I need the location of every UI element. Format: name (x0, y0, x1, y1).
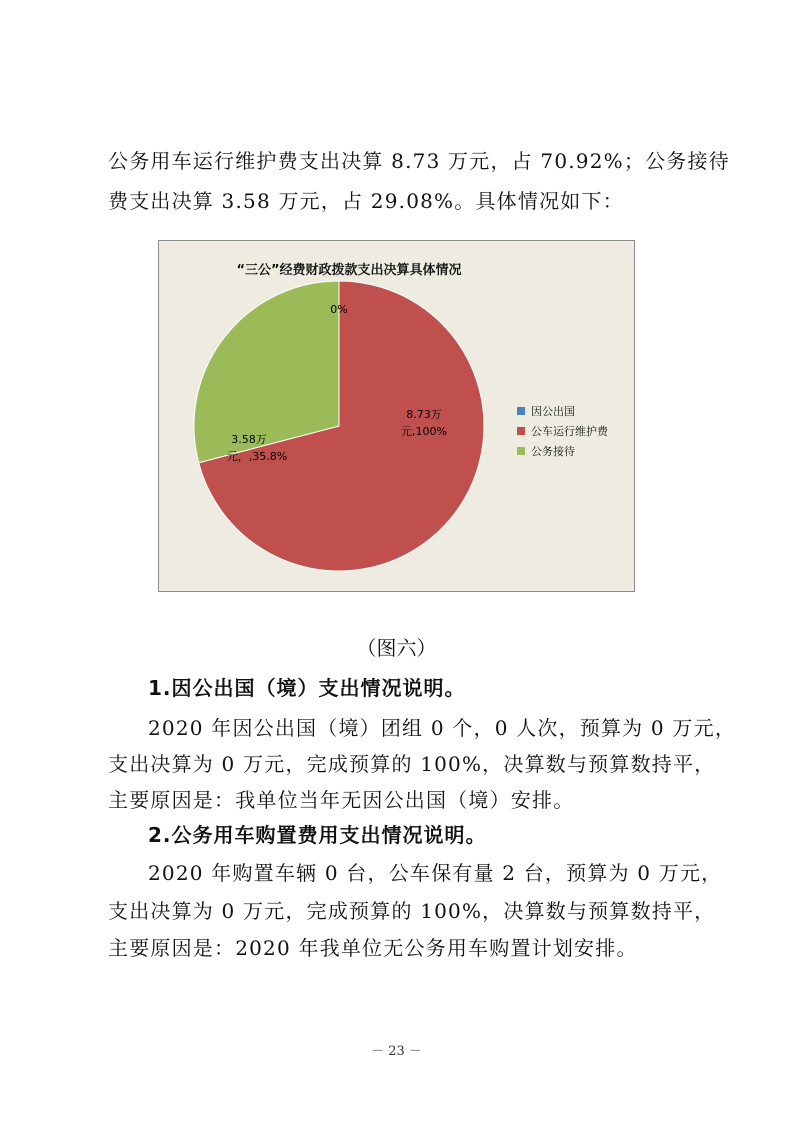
pie-chart (158, 240, 635, 592)
legend-item-reception (517, 441, 608, 461)
label-vehicle-2: 元,100% (401, 425, 447, 438)
intro-line-2: 费支出决算 3.58 万元，占 29.08%。具体情况如下： (108, 189, 624, 213)
label-reception-1: 3.58万 (231, 433, 267, 446)
intro-line-1: 公务用车运行维护费支出决算 8.73 万元，占 70.92%；公务接待 (108, 149, 730, 173)
legend-label: 公车运行维护费 (531, 425, 608, 438)
section-1-heading: 1.因公出国（境）支出情况说明。 (148, 676, 466, 700)
section-1-line-1: 2020 年因公出国（境）团组 0 个，0 人次，预算为 0 万元， (148, 716, 737, 740)
section-2-line-2: 支出决算为 0 万元，完成预算的 100%，决算数与预算数持平， (108, 899, 716, 923)
chart-legend (517, 401, 608, 461)
label-vehicle-1: 8.73万 (406, 408, 442, 421)
legend-label: 因公出国 (531, 405, 575, 418)
legend-swatch-red (517, 427, 525, 435)
legend-item-overseas (517, 401, 608, 421)
legend-item-vehicle (517, 421, 608, 441)
section-1-line-3: 主要原因是：我单位当年无因公出国（境）安排。 (108, 788, 575, 812)
section-2-line-1: 2020 年购置车辆 0 台，公车保有量 2 台，预算为 0 万元， (148, 861, 723, 885)
section-2-line-3: 主要原因是：2020 年我单位无公务用车购置计划安排。 (108, 936, 638, 960)
chart-title: “三公”经费财政拨款支出决算具体情况 (236, 263, 462, 278)
label-zero: 0% (330, 303, 348, 316)
label-reception-2: 元，,35.8% (226, 450, 288, 463)
section-1-line-2: 支出决算为 0 万元，完成预算的 100%，决算数与预算数持平， (108, 752, 716, 776)
figure-caption: （图六） (356, 636, 437, 660)
legend-swatch-blue (517, 407, 525, 415)
section-2-heading: 2.公务用车购置费用支出情况说明。 (148, 823, 487, 847)
page-number: － 23 － (371, 1044, 422, 1059)
legend-label: 公务接待 (531, 445, 575, 458)
legend-swatch-green (517, 447, 525, 455)
